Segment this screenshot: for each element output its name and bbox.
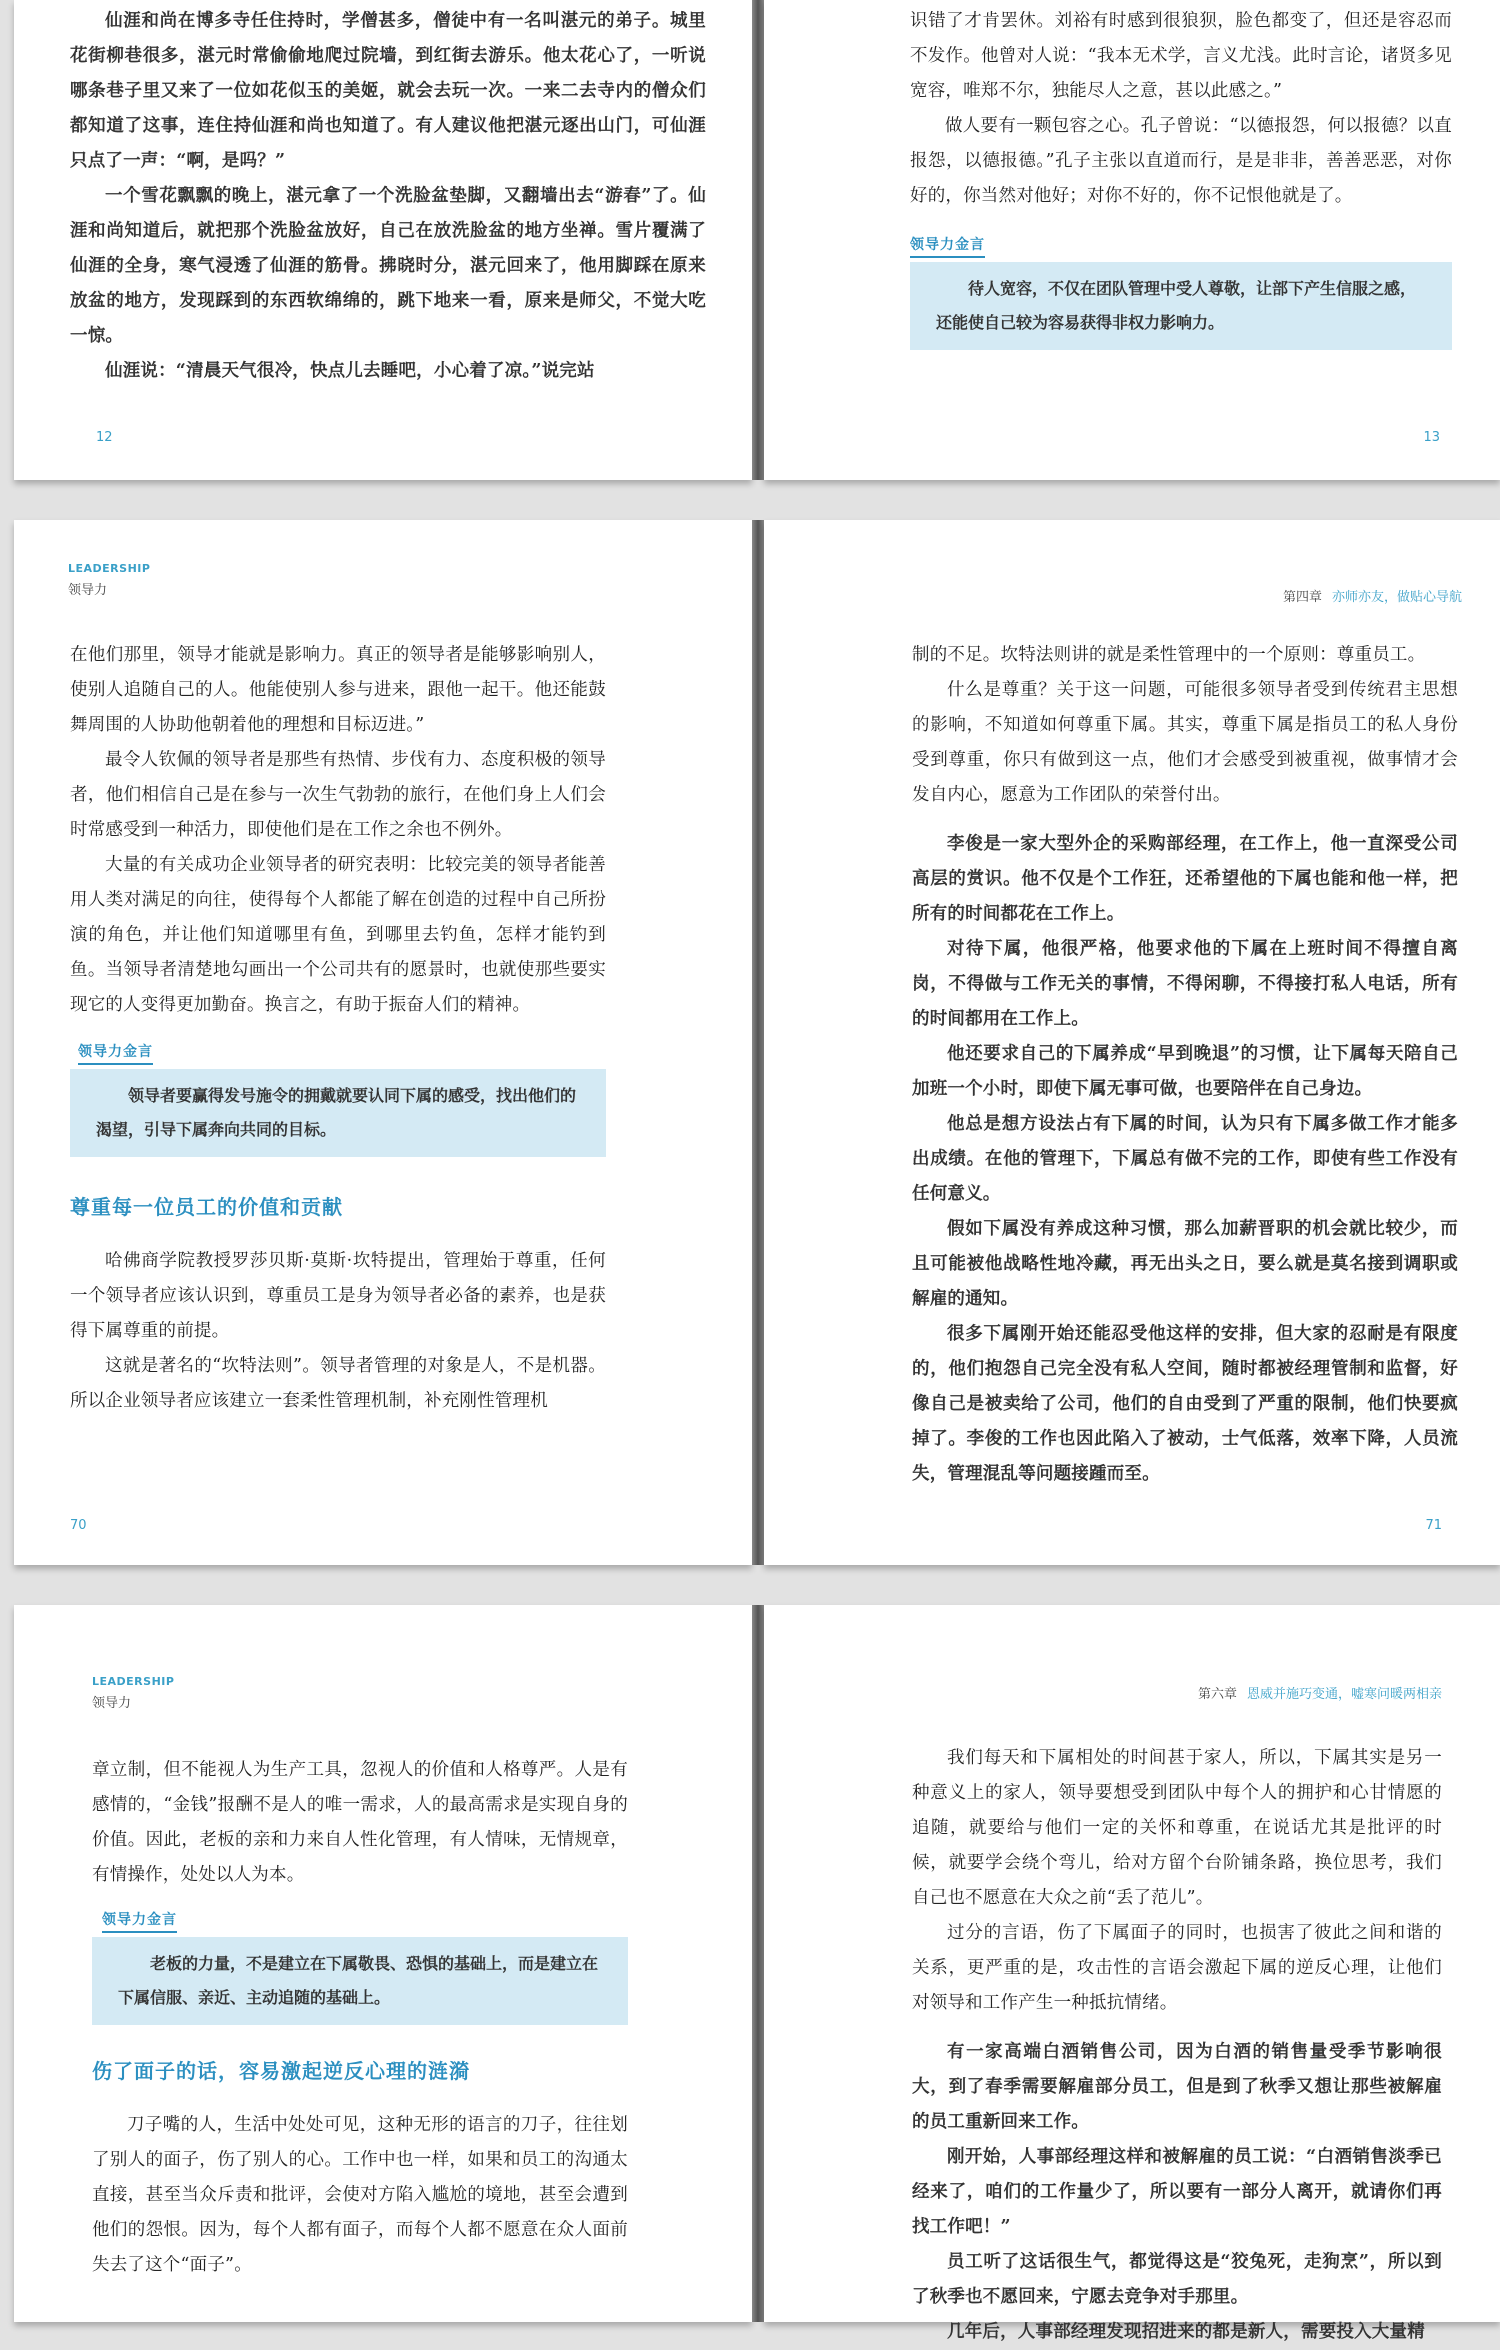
running-header-en: LEADERSHIP bbox=[68, 562, 151, 575]
gold-quote bbox=[92, 1909, 628, 2025]
story-paragraph: 很多下属刚开始还能忍受他这样的安排，但大家的忍耐是有限度的，他们抱怨自己完全没有私人空间，随时都被经理管制和监督，好像自己是被卖给了公司，他们的自由受到了严重的限制，他们快要疯掉了。李俊的工作也因此陷入了被动，士气低落，效率下降，人员流失，管理混乱等问题接踵而至。 bbox=[912, 1324, 1458, 1484]
page-12-body bbox=[70, 4, 706, 389]
paragraph: 一个雪花飘飘的晚上，湛元拿了一个洗脸盆垫脚，又翻墙出去“游春”了。仙涯和尚知道后，就把那个洗脸盆放好，自己在放洗脸盆的地方坐禅。雪片覆满了仙涯的全身，寒气浸透了仙涯的筋骨。拂晓时分，湛元回来了，他用脚踩在原来放盆的地方，发现踩到的东西软绵绵的，跳下地来一看，原来是师父，不觉大吃一惊。 bbox=[70, 186, 706, 346]
page-number: 70 bbox=[70, 1518, 87, 1533]
paragraph: 仙涯说：“清晨天气很冷，快点儿去睡吧，小心着了凉。”说完站 bbox=[105, 361, 595, 381]
section-title: 尊重每一位员工的价值和贡献 bbox=[70, 1195, 343, 1219]
gold-quote-label: 领导力金言 bbox=[78, 1041, 153, 1065]
spread-2 bbox=[0, 520, 1500, 1565]
page-number: 12 bbox=[96, 430, 113, 445]
page-right-3 bbox=[764, 1605, 1500, 2342]
running-header-cn: 领导力 bbox=[68, 583, 108, 598]
page-12 bbox=[14, 0, 752, 480]
page-13-body bbox=[910, 4, 1452, 350]
paragraph: 我们每天和下属相处的时间甚于家人，所以，下属其实是另一种意义上的家人，领导要想受到团队中每个人的拥护和心甘情愿的追随，就要给与他们一定的关怀和尊重，在说话尤其是批评的时候，就要学会绕个弯儿，给对方留个台阶铺条路，换位思考，我们自己也不愿意在大众之前“丢了范儿”。 bbox=[912, 1748, 1442, 1908]
page-left-3-body bbox=[92, 1753, 628, 2283]
running-header-en: LEADERSHIP bbox=[92, 1675, 175, 1688]
story-paragraph: 员工听了这话很生气，都觉得这是“狡兔死，走狗烹”，所以到了秋季也不愿回来，宁愿去竞争对手那里。 bbox=[912, 2252, 1442, 2307]
story-paragraph: 假如下属没有养成这种习惯，那么加薪晋职的机会就比较少，而且可能被他战略性地冷藏，再无出头之日，要么就是莫名接到调职或解雇的通知。 bbox=[912, 1219, 1458, 1309]
paragraph: 仙涯和尚在博多寺任住持时，学僧甚多，僧徒中有一名叫湛元的弟子。城里花街柳巷很多，湛元时常偷偷地爬过院墙，到红街去游乐。他太花心了，一听说哪条巷子里又来了一位如花似玉的美姬，就会去玩一次。一来二去寺内的僧众们都知道了这事，连住持仙涯和尚也知道了。有人建议他把湛元逐出山门，可仙涯只点了一声：“啊，是吗？” bbox=[70, 11, 706, 171]
running-header-chapter: 第六章 bbox=[1197, 1687, 1237, 1702]
gold-quote bbox=[70, 1041, 606, 1157]
book-gutter bbox=[752, 520, 764, 1565]
running-header-subtitle: 亦师亦友，做贴心导航 bbox=[1331, 590, 1462, 605]
paragraph: 过分的言语，伤了下属面子的同时，也损害了彼此之间和谐的关系，更严重的是，攻击性的言语会激起下属的逆反心理，让他们对领导和工作产生一种抵抗情绪。 bbox=[912, 1923, 1442, 2013]
page-13 bbox=[764, 0, 1500, 480]
running-header-cn: 领导力 bbox=[92, 1696, 132, 1711]
paragraph: 这就是著名的“坎特法则”。领导者管理的对象是人，不是机器。所以企业领导者应该建立一套柔性管理机制，补充刚性管理机 bbox=[70, 1356, 606, 1411]
paragraph: 最令人钦佩的领导者是那些有热情、步伐有力、态度积极的领导者，他们相信自己是在参与一次生气勃勃的旅行，在他们身上人们会时常感受到一种活力，即使他们是在工作之余也不例外。 bbox=[70, 750, 606, 840]
page-left-3 bbox=[14, 1605, 752, 2322]
book-gutter bbox=[752, 0, 764, 480]
story-paragraph: 对待下属，他很严格，他要求他的下属在上班时间不得擅自离岗，不得做与工作无关的事情，不得闲聊，不得接打私人电话，所有的时间都用在工作上。 bbox=[912, 939, 1458, 1029]
running-header bbox=[92, 1675, 174, 1711]
book-gutter bbox=[752, 1605, 764, 2322]
gold-quote-text: 老板的力量，不是建立在下属敬畏、恐惧的基础上，而是建立在下属信服、亲近、主动追随的基础上。 bbox=[92, 1937, 628, 2025]
gold-quote-text: 待人宽容，不仅在团队管理中受人尊敬，让部下产生信服之感，还能使自己较为容易获得非权力影响力。 bbox=[910, 262, 1452, 350]
page-right-3-body bbox=[912, 1741, 1442, 2350]
paragraph: 刀子嘴的人，生活中处处可见，这种无形的语言的刀子，往往划了别人的面子，伤了别人的心。工作中也一样，如果和员工的沟通太直接，甚至当众斥责和批评，会使对方陷入尴尬的境地，甚至会遭到他们的怨恨。因为，每个人都有面子，而每个人都不愿意在众人面前失去了这个“面子”。 bbox=[92, 2115, 628, 2275]
gold-quote-label: 领导力金言 bbox=[102, 1909, 177, 1933]
page-70-body bbox=[70, 638, 606, 1419]
page-71-body bbox=[912, 638, 1458, 1492]
running-header-subtitle: 恩威并施巧变通，嘘寒问暖两相亲 bbox=[1246, 1687, 1442, 1702]
paragraph: 做人要有一颗包容之心。孔子曾说：“以德报怨，何以报德？以直报怨，以德报德。”孔子主张以直道而行，是是非非，善善恶恶，对你好的，你当然对他好；对你不好的，你不记恨他就是了。 bbox=[910, 116, 1452, 206]
page-71 bbox=[764, 520, 1500, 1565]
spread-1 bbox=[0, 0, 1500, 480]
paragraph: 章立制，但不能视人为生产工具，忽视人的价值和人格尊严。人是有感情的，“金钱”报酬不是人的唯一需求，人的最高需求是实现自身的价值。因此，老板的亲和力来自人性化管理，有人情味，无情规章，有情操作，处处以人为本。 bbox=[92, 1760, 628, 1885]
running-header bbox=[1198, 1683, 1442, 1702]
paragraph: 制的不足。坎特法则讲的就是柔性管理中的一个原则：尊重员工。 bbox=[912, 645, 1426, 665]
section-title: 伤了面子的话，容易激起逆反心理的涟漪 bbox=[92, 2059, 470, 2083]
gold-quote-text: 领导者要赢得发号施令的拥戴就要认同下属的感受，找出他们的渴望，引导下属奔向共同的目标。 bbox=[70, 1069, 606, 1157]
story-paragraph: 他总是想方设法占有下属的时间，认为只有下属多做工作才能多出成绩。在他的管理下，下属总有做不完的工作，即使有些工作没有任何意义。 bbox=[912, 1114, 1458, 1204]
story-paragraph: 李俊是一家大型外企的采购部经理，在工作上，他一直深受公司高层的赏识。他不仅是个工作狂，还希望他的下属也能和他一样，把所有的时间都花在工作上。 bbox=[912, 834, 1458, 924]
spread-3 bbox=[0, 1605, 1500, 2342]
paragraph: 在他们那里，领导才能就是影响力。真正的领导者是能够影响别人，使别人追随自己的人。他能使别人参与进来，跟他一起干。他还能鼓舞周围的人协助他朝着他的理想和目标迈进。” bbox=[70, 645, 606, 735]
gold-quote-label: 领导力金言 bbox=[910, 234, 985, 258]
page-number: 13 bbox=[1423, 430, 1440, 445]
running-header bbox=[68, 562, 150, 598]
paragraph: 哈佛商学院教授罗莎贝斯·莫斯·坎特提出，管理始于尊重，任何一个领导者应该认识到，尊重员工是身为领导者必备的素养，也是获得下属尊重的前提。 bbox=[70, 1251, 606, 1341]
story-paragraph: 有一家高端白酒销售公司，因为白酒的销售量受季节影响很大，到了春季需要解雇部分员工，但是到了秋季又想让那些被解雇的员工重新回来工作。 bbox=[912, 2042, 1442, 2132]
page-70 bbox=[14, 520, 752, 1565]
page-number: 71 bbox=[1425, 1518, 1442, 1533]
story-block bbox=[912, 827, 1458, 1492]
paragraph: 识错了才肯罢休。刘裕有时感到很狼狈，脸色都变了，但还是容忍而不发作。他曾对人说：“我本无术学，言义尤浅。此时言论，诸贤多见宽容，唯郑不尔，独能尽人之意，甚以此感之。” bbox=[910, 11, 1452, 101]
paragraph: 大量的有关成功企业领导者的研究表明：比较完美的领导者能善用人类对满足的向往，使得每个人都能了解在创造的过程中自己所扮演的角色，并让他们知道哪里有鱼，到哪里去钓鱼，怎样才能钓到鱼。当领导者清楚地勾画出一个公司共有的愿景时，也就使那些要实现它的人变得更加勤奋。换言之，有助于振奋人们的精神。 bbox=[70, 855, 606, 1015]
story-paragraph: 他还要求自己的下属养成“早到晚退”的习惯，让下属每天陪自己加班一个小时，即使下属无事可做，也要陪伴在自己身边。 bbox=[912, 1044, 1458, 1099]
paragraph: 什么是尊重？关于这一问题，可能很多领导者受到传统君主思想的影响，不知道如何尊重下属。其实，尊重下属是指员工的私人身份受到尊重，你只有做到这一点，他们才会感受到被重视，做事情才会发自内心，愿意为工作团队的荣誉付出。 bbox=[912, 680, 1458, 805]
story-paragraph: 刚开始，人事部经理这样和被解雇的员工说：“白酒销售淡季已经来了，咱们的工作量少了，所以要有一部分人离开，就请你们再找工作吧！” bbox=[912, 2147, 1442, 2237]
story-block bbox=[912, 2035, 1442, 2350]
running-header bbox=[1283, 586, 1462, 605]
gold-quote bbox=[910, 234, 1452, 350]
story-paragraph: 几年后，人事部经理发现招进来的都是新人，需要投入大量精 bbox=[947, 2322, 1425, 2342]
running-header-chapter: 第四章 bbox=[1282, 590, 1322, 605]
